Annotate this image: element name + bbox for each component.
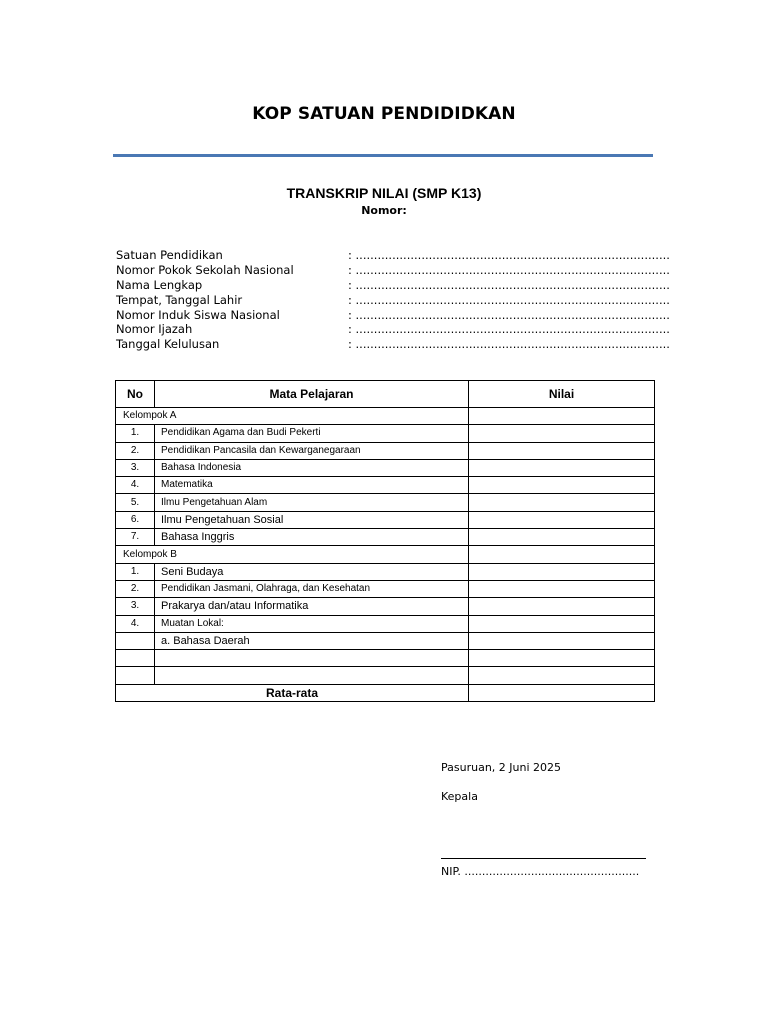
row-number bbox=[116, 632, 155, 649]
grades-table bbox=[115, 380, 655, 702]
field-value: : ...................................................................................... bbox=[348, 248, 670, 262]
row-number: 6. bbox=[116, 511, 155, 528]
score-cell bbox=[469, 580, 655, 597]
subject-name: Seni Budaya bbox=[155, 563, 469, 580]
score-cell bbox=[469, 546, 655, 563]
subject-name: Pendidikan Pancasila dan Kewarganegaraan bbox=[155, 442, 469, 459]
average-row bbox=[116, 684, 655, 701]
column-header-score: Nilai bbox=[469, 381, 655, 408]
score-cell bbox=[469, 667, 655, 684]
score-cell bbox=[469, 408, 655, 425]
row-number: 4. bbox=[116, 477, 155, 494]
subject-name: Pendidikan Jasmani, Olahraga, dan Kesehatan bbox=[155, 580, 469, 597]
field-row bbox=[116, 262, 670, 278]
subject-name: Prakarya dan/atau Informatika bbox=[155, 598, 469, 615]
score-cell bbox=[469, 425, 655, 442]
field-row bbox=[116, 337, 670, 352]
field-value: : ...................................................................................... bbox=[348, 262, 670, 277]
field-label: Tempat, Tanggal Lahir bbox=[116, 292, 243, 307]
score-cell bbox=[469, 632, 655, 649]
table-row bbox=[116, 650, 655, 667]
table-row bbox=[116, 529, 655, 546]
table-row bbox=[116, 459, 655, 476]
field-value: : ...................................................................................... bbox=[348, 322, 670, 337]
score-cell bbox=[469, 563, 655, 580]
score-cell bbox=[469, 511, 655, 528]
group-label-a: Kelompok A bbox=[116, 408, 469, 425]
row-number bbox=[116, 667, 155, 684]
subject-name: Bahasa Inggris bbox=[155, 529, 469, 546]
field-label: Nama Lengkap bbox=[116, 277, 203, 292]
field-row bbox=[116, 322, 670, 337]
document-number-label: Nomor: bbox=[361, 204, 407, 217]
average-score-cell bbox=[469, 684, 655, 701]
field-row bbox=[116, 307, 670, 323]
group-label-b: Kelompok B bbox=[116, 546, 469, 563]
table-row bbox=[116, 477, 655, 494]
table-row bbox=[116, 598, 655, 615]
row-number: 2. bbox=[116, 580, 155, 597]
row-number: 7. bbox=[116, 529, 155, 546]
letterhead-title: KOP SATUAN PENDIDIDKAN bbox=[252, 104, 516, 124]
subject-name: Matematika bbox=[155, 477, 469, 494]
field-label: Satuan Pendidikan bbox=[116, 248, 223, 262]
group-row bbox=[116, 546, 655, 563]
student-identity-fields bbox=[116, 248, 670, 352]
row-number: 3. bbox=[116, 459, 155, 476]
table-row bbox=[116, 425, 655, 442]
subject-name: Bahasa Indonesia bbox=[155, 459, 469, 476]
table-row bbox=[116, 615, 655, 632]
table-row bbox=[116, 494, 655, 511]
table-row bbox=[116, 580, 655, 597]
field-value: : ...................................................................................... bbox=[348, 337, 670, 352]
row-number: 1. bbox=[116, 425, 155, 442]
field-value: : ...................................................................................... bbox=[348, 307, 670, 322]
document-title: TRANSKRIP NILAI (SMP K13) bbox=[286, 185, 482, 201]
score-cell bbox=[469, 598, 655, 615]
subject-name: Pendidikan Agama dan Budi Pekerti bbox=[155, 425, 469, 442]
row-number: 5. bbox=[116, 494, 155, 511]
subject-name: a. Bahasa Daerah bbox=[155, 632, 469, 649]
subject-name: Ilmu Pengetahuan Alam bbox=[155, 494, 469, 511]
table-row bbox=[116, 563, 655, 580]
signature-line bbox=[441, 858, 646, 859]
field-row bbox=[116, 248, 670, 263]
score-cell bbox=[469, 477, 655, 494]
signature-nip: NIP. .................................................. bbox=[441, 865, 640, 878]
score-cell bbox=[469, 494, 655, 511]
group-row bbox=[116, 408, 655, 425]
subject-name bbox=[155, 650, 469, 667]
field-label: Tanggal Kelulusan bbox=[116, 337, 220, 352]
row-number: 3. bbox=[116, 598, 155, 615]
subject-name bbox=[155, 667, 469, 684]
table-row bbox=[116, 511, 655, 528]
score-cell bbox=[469, 529, 655, 546]
row-number: 1. bbox=[116, 563, 155, 580]
row-number: 4. bbox=[116, 615, 155, 632]
subject-name: Ilmu Pengetahuan Sosial bbox=[155, 511, 469, 528]
field-label: Nomor Ijazah bbox=[116, 322, 193, 337]
field-label: Nomor Pokok Sekolah Nasional bbox=[116, 262, 294, 277]
field-value: : ...................................................................................... bbox=[348, 277, 670, 292]
score-cell bbox=[469, 442, 655, 459]
field-label: Nomor Induk Siswa Nasional bbox=[116, 307, 280, 322]
column-header-no: No bbox=[116, 381, 155, 408]
average-label: Rata-rata bbox=[116, 684, 469, 701]
row-number: 2. bbox=[116, 442, 155, 459]
column-header-subject: Mata Pelajaran bbox=[155, 381, 469, 408]
score-cell bbox=[469, 615, 655, 632]
table-header-row bbox=[116, 381, 655, 408]
signature-place-date: Pasuruan, 2 Juni 2025 bbox=[441, 761, 562, 774]
table-row bbox=[116, 632, 655, 649]
subject-name: Muatan Lokal: bbox=[155, 615, 469, 632]
field-row bbox=[116, 277, 670, 293]
table-row bbox=[116, 667, 655, 684]
letterhead-divider bbox=[113, 154, 653, 157]
table-row bbox=[116, 442, 655, 459]
field-value: : ...................................................................................... bbox=[348, 292, 670, 307]
score-cell bbox=[469, 650, 655, 667]
row-number bbox=[116, 650, 155, 667]
signature-role: Kepala bbox=[441, 790, 478, 803]
score-cell bbox=[469, 459, 655, 476]
field-row bbox=[116, 292, 670, 308]
